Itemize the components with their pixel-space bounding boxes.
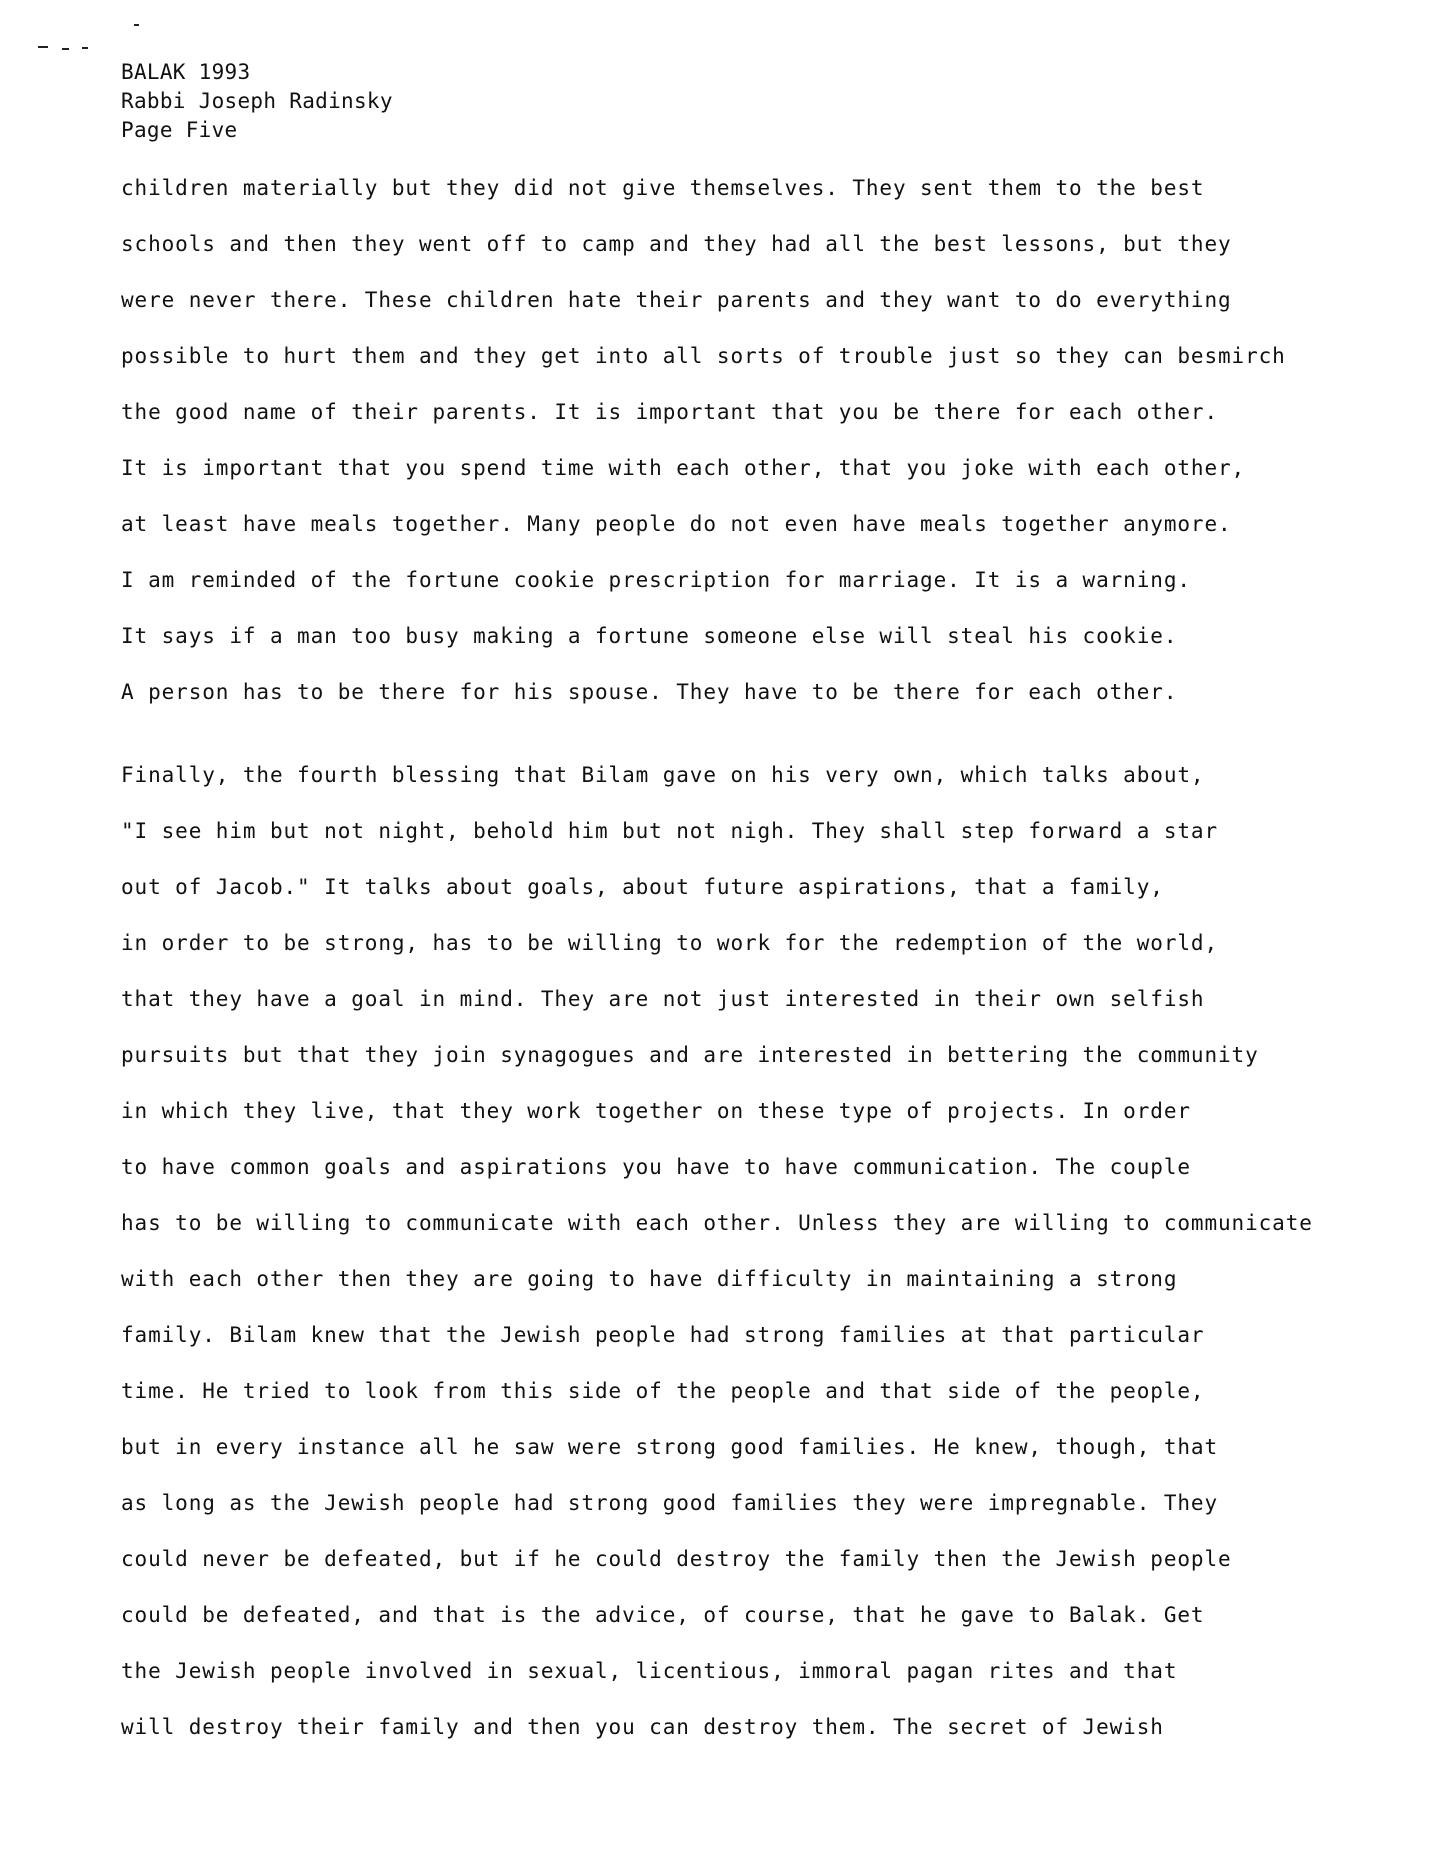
text-line: that they have a goal in mind. They are not just interested in their own selfish [121, 987, 1205, 1011]
scan-mark [38, 46, 48, 48]
document-author: Rabbi Joseph Radinsky [121, 89, 393, 113]
text-line: children materially but they did not give themselves. They sent them to the best [121, 176, 1205, 200]
text-line: were never there. These children hate their parents and they want to do everything [121, 288, 1232, 312]
text-line: possible to hurt them and they get into all sorts of trouble just so they can besmirch [121, 344, 1286, 368]
document-body [121, 160, 1401, 1755]
text-line: to have common goals and aspirations you have to have communication. The couple [121, 1155, 1191, 1179]
text-line: out of Jacob." It talks about goals, about future aspirations, that a family, [121, 875, 1164, 899]
text-line: the Jewish people involved in sexual, licentious, immoral pagan rites and that [121, 1659, 1178, 1683]
text-line: schools and then they went off to camp and they had all the best lessons, but they [121, 232, 1232, 256]
text-line: but in every instance all he saw were strong good families. He knew, though, that [121, 1435, 1218, 1459]
text-line: in order to be strong, has to be willing to work for the redemption of the world, [121, 931, 1218, 955]
text-line: with each other then they are going to have difficulty in maintaining a strong [121, 1267, 1178, 1291]
text-line: in which they live, that they work together on these type of projects. In order [121, 1099, 1191, 1123]
text-line: as long as the Jewish people had strong good families they were impregnable. They [121, 1491, 1218, 1515]
scan-mark [134, 24, 139, 26]
text-line: pursuits but that they join synagogues and are interested in bettering the community [121, 1043, 1259, 1067]
document-title: BALAK 1993 [121, 60, 251, 84]
text-line: Finally, the fourth blessing that Bilam gave on his very own, which talks about, [121, 763, 1205, 787]
text-line: It says if a man too busy making a fortune someone else will steal his cookie. [121, 624, 1178, 648]
text-line: I am reminded of the fortune cookie prescription for marriage. It is a warning. [121, 568, 1191, 592]
text-line: It is important that you spend time with each other, that you joke with each other, [121, 456, 1246, 480]
text-line: could never be defeated, but if he could destroy the family then the Jewish people [121, 1547, 1232, 1571]
document-header [121, 58, 393, 145]
paragraph [121, 747, 1401, 1755]
text-line: will destroy their family and then you can destroy them. The secret of Jewish [121, 1715, 1164, 1739]
text-line: has to be willing to communicate with each other. Unless they are willing to communicate [121, 1211, 1313, 1235]
text-line: time. He tried to look from this side of the people and that side of the people, [121, 1379, 1205, 1403]
text-line: "I see him but not night, behold him but not nigh. They shall step forward a star [121, 819, 1218, 843]
paragraph [121, 160, 1401, 720]
text-line: A person has to be there for his spouse. They have to be there for each other. [121, 680, 1178, 704]
text-line: family. Bilam knew that the Jewish people had strong families at that particular [121, 1323, 1205, 1347]
text-line: at least have meals together. Many people do not even have meals together anymore. [121, 512, 1232, 536]
paragraph-gap [121, 720, 1401, 747]
scan-mark [62, 48, 69, 50]
text-line: could be defeated, and that is the advice, of course, that he gave to Balak. Get [121, 1603, 1205, 1627]
scan-mark [82, 47, 88, 49]
text-line: the good name of their parents. It is important that you be there for each other. [121, 400, 1218, 424]
page-label: Page Five [121, 118, 238, 142]
